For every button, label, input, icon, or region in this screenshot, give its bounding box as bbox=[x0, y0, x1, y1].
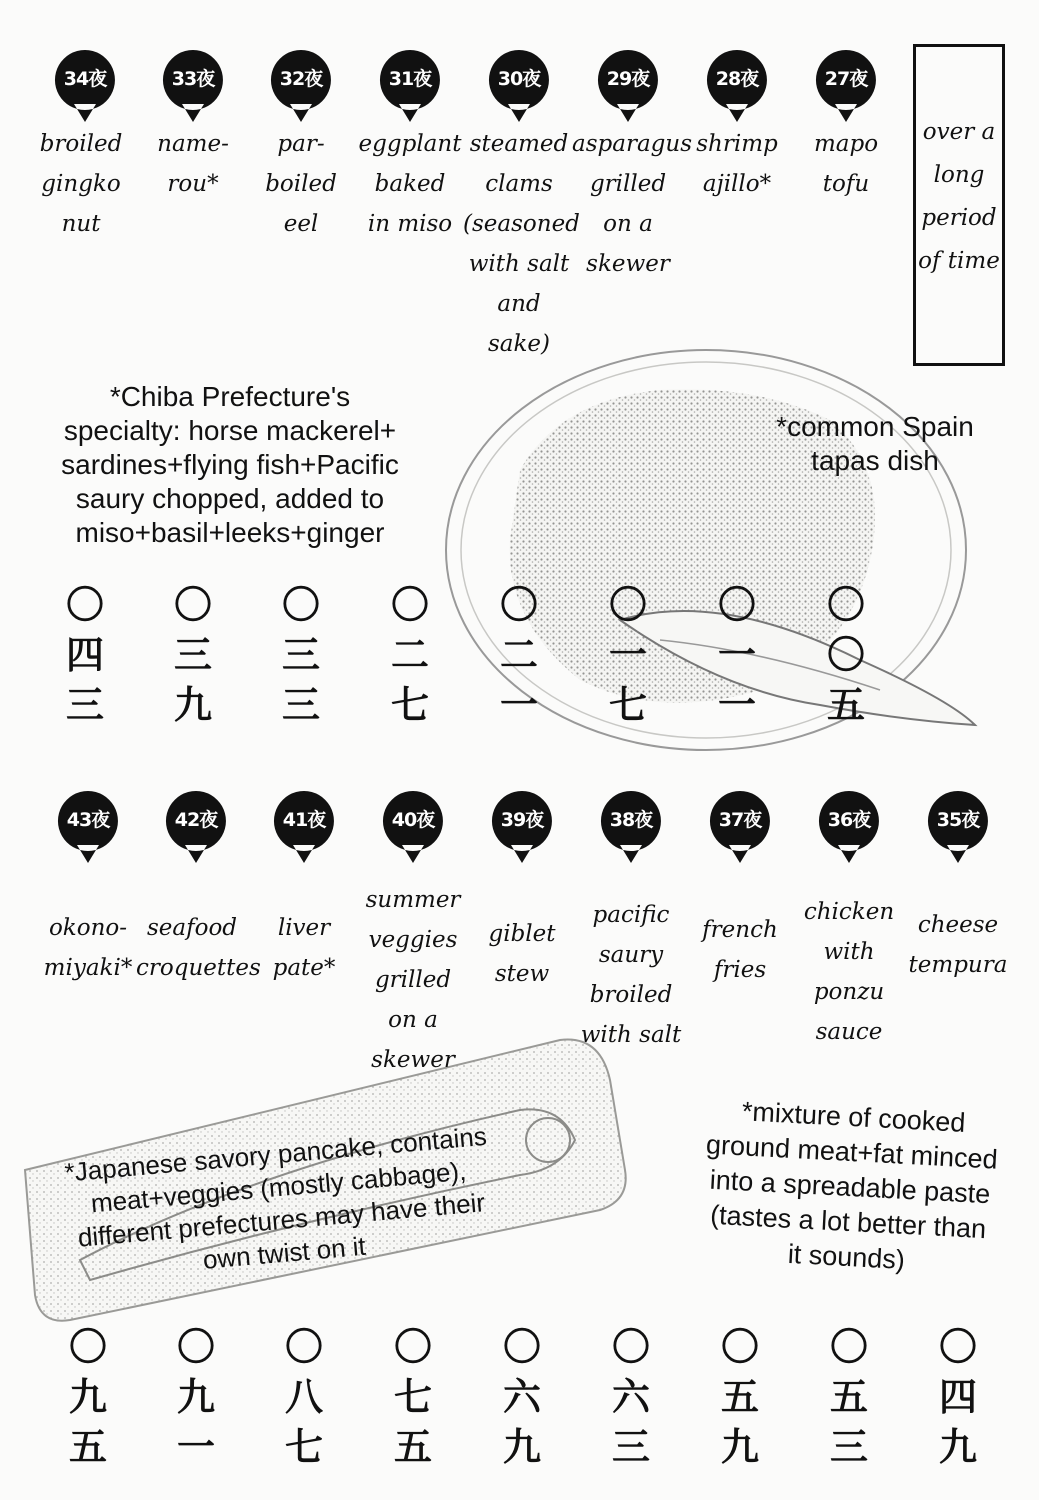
page-number: 〇 六 九 bbox=[502, 1324, 541, 1469]
night-badge: 30夜 bbox=[486, 46, 552, 124]
page-number: 〇 二 七 bbox=[390, 582, 429, 727]
dish-name: name- rou* bbox=[157, 131, 229, 197]
dish-name: broiled gingko nut bbox=[39, 131, 123, 237]
note-liver-pate: *mixture of cooked ground meat+fat minced into a spreadable paste (tastes a lot better than it sounds) bbox=[705, 1096, 999, 1275]
page-number: 〇 五 九 bbox=[720, 1324, 759, 1469]
note-spain-ajillo: *common Spain tapas dish bbox=[776, 411, 974, 476]
night-badge: 29夜 bbox=[595, 46, 661, 124]
page-number: 〇 七 五 bbox=[393, 1324, 432, 1469]
night-badge: 41夜 bbox=[271, 787, 337, 865]
night-badge: 36夜 bbox=[816, 787, 882, 865]
night-badge: 43夜 bbox=[55, 787, 121, 865]
night-badge: 37夜 bbox=[707, 787, 773, 865]
night-badge: 33夜 bbox=[160, 46, 226, 124]
night-badge: 27夜 bbox=[813, 46, 879, 124]
page-number: 〇 九 一 bbox=[176, 1324, 215, 1469]
page-number: 〇 〇 五 bbox=[826, 582, 865, 727]
page-number: 〇 一 一 bbox=[717, 582, 756, 727]
dish-name: asparagus grilled on a skewer bbox=[572, 131, 692, 277]
page-number: 〇 四 九 bbox=[938, 1324, 977, 1469]
dish-name: chicken with ponzu sauce bbox=[803, 899, 895, 1045]
night-badge: 34夜 bbox=[52, 46, 118, 124]
dish-name: par- boiled eel bbox=[265, 131, 337, 237]
night-badge: 40夜 bbox=[380, 787, 446, 865]
night-badge: 32夜 bbox=[268, 46, 334, 124]
dish-name: liver pate* bbox=[272, 915, 336, 981]
note-chiba-namerou: *Chiba Prefecture's specialty: horse mackerel+ sardines+flying fish+Pacific saury chopped, added to miso+basil+leeks+ginger bbox=[61, 381, 399, 548]
page-number: 〇 三 三 bbox=[281, 582, 320, 727]
night-badge: 28夜 bbox=[704, 46, 770, 124]
dish-name: cheese tempura bbox=[908, 912, 1008, 978]
dish-name: summer veggies grilled on a skewer bbox=[365, 887, 461, 1073]
night-badge: 31夜 bbox=[377, 46, 443, 124]
page-number: 〇 九 五 bbox=[68, 1324, 107, 1469]
dish-name: mapo tofu bbox=[813, 131, 879, 197]
page-number: 〇 四 三 bbox=[65, 582, 104, 727]
dish-name: steamed clams (seasoned with salt and sake) bbox=[463, 131, 580, 357]
note-okonomiyaki: *Japanese savory pancake, contains meat+veggies (mostly cabbage), different prefectures may have their own twist on it bbox=[63, 1120, 488, 1275]
night-badge: 38夜 bbox=[598, 787, 664, 865]
legend-label: over a long period of time bbox=[918, 119, 1000, 274]
legend-box bbox=[913, 44, 1005, 366]
night-badge: 39夜 bbox=[489, 787, 555, 865]
dish-name: seafood croquettes bbox=[136, 915, 261, 981]
page-number: 〇 八 七 bbox=[284, 1324, 323, 1469]
dish-name: giblet stew bbox=[488, 921, 556, 987]
page-number: 〇 六 三 bbox=[611, 1324, 650, 1469]
night-badge: 35夜 bbox=[925, 787, 991, 865]
dish-name: eggplant baked in miso bbox=[358, 131, 462, 237]
page-number: 〇 三 九 bbox=[173, 582, 212, 727]
dish-name: french fries bbox=[702, 917, 778, 983]
page-number: 〇 五 三 bbox=[829, 1324, 868, 1469]
dish-name: shrimp ajillo* bbox=[696, 131, 778, 197]
page-number: 〇 一 七 bbox=[608, 582, 647, 727]
dish-name: okono- miyaki* bbox=[43, 915, 133, 981]
night-badge: 42夜 bbox=[163, 787, 229, 865]
page-number: 〇 二 一 bbox=[499, 582, 538, 727]
dish-name: pacific saury broiled with salt bbox=[580, 902, 682, 1048]
